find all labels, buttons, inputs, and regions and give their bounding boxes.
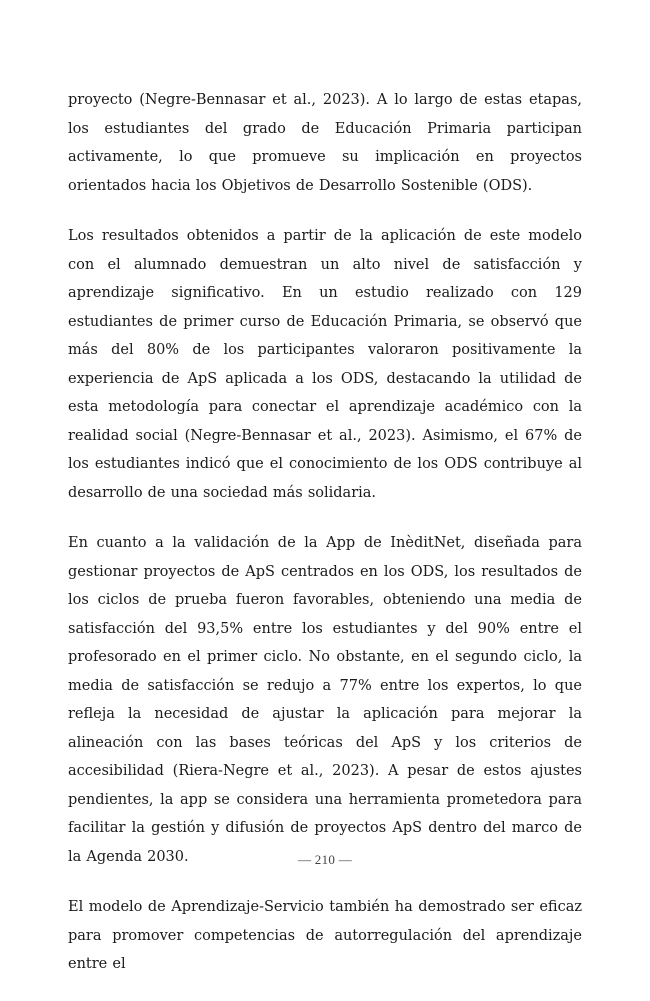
paragraph-1: proyecto (Negre-Bennasar et al., 2023). A lo largo de estas etapas, los estudiantes del grado de Educación Primaria participan activamente, lo que promueve su implicación en proyectos orientados hacia los Objetivos de Desarrollo Sostenible (ODS). bbox=[68, 92, 582, 194]
page-number: — 210 — bbox=[297, 852, 353, 867]
paragraph-4: El modelo de Aprendizaje-Servicio también ha demostrado ser eficaz para promover competencias de autorregulación del aprendizaje entre el bbox=[68, 899, 582, 972]
paragraph-2: Los resultados obtenidos a partir de la aplicación de este modelo con el alumnado demuestran un alto nivel de satisfacción y aprendizaje significativo. En un estudio realizado con 129 estudiantes de primer curso de Educación Primaria, se observó que más del 80% de los participantes valoraron positivamente la experiencia de ApS aplicada a los ODS, destacando la utilidad de esta metodología para conectar el aprendizaje académico con la realidad social (Negre-Bennasar et al., 2023). Asimismo, el 67% de los estudiantes indicó que el conocimiento de los ODS contribuye al desarrollo de una sociedad más solidaria. bbox=[68, 228, 582, 501]
paragraph-3: En cuanto a la validación de la App de InèditNet, diseñada para gestionar proyectos de ApS centrados en los ODS, los resultados de los ciclos de prueba fueron favorables, obteniendo una media de satisfacción del 93,5% entre los estudiantes y del 90% entre el profesorado en el primer ciclo. No obstante, en el segundo ciclo, la media de satisfacción se redujo a 77% entre los expertos, lo que refleja la necesidad de ajustar la aplicación para mejorar la alineación con las bases teóricas del ApS y los criterios de accesibilidad (Riera-Negre et al., 2023). A pesar de estos ajustes pendientes, la app se considera una herramienta prometedora para facilitar la gestión y difusión de proyectos ApS dentro del marco de la Agenda 2030. bbox=[68, 535, 582, 865]
